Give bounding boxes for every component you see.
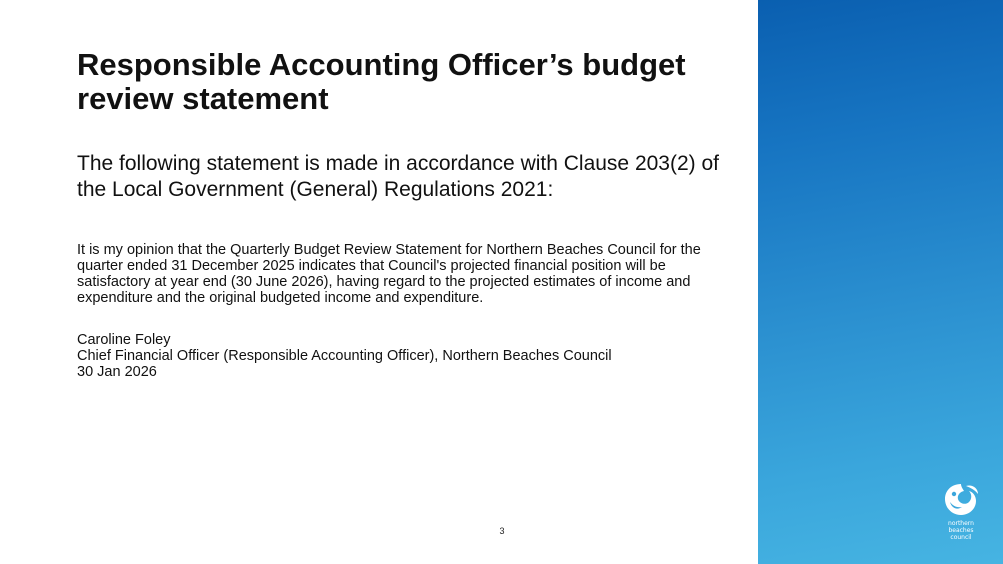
northern-beaches-council-logo-icon bbox=[942, 482, 980, 518]
signatory-role: Chief Financial Officer (Responsible Accounting Officer), Northern Beaches Council bbox=[77, 348, 612, 364]
slide-subtitle: The following statement is made in accordance with Clause 203(2) of the Local Government (General) Regulations 2021: bbox=[77, 152, 719, 201]
logo-text-council: council bbox=[950, 534, 972, 541]
slide-title: Responsible Accounting Officer’s budget review statement bbox=[77, 47, 686, 116]
opinion-statement: It is my opinion that the Quarterly Budget Review Statement for Northern Beaches Council for the quarter ended 31 December 2025 indicates that Council's projected financial position will be satisfactory at year end (30 June 2026), having regard to the projected estimates of income and expenditure and the original budgeted income and expenditure. bbox=[77, 242, 701, 306]
logo-text-beaches: beaches bbox=[948, 527, 974, 534]
council-logo bbox=[938, 482, 984, 546]
logo-text-northern: northern bbox=[948, 520, 974, 527]
logo-wordmark bbox=[938, 520, 984, 541]
signatory-name: Caroline Foley bbox=[77, 332, 171, 348]
brand-side-panel bbox=[758, 0, 1003, 564]
signature-date: 30 Jan 2026 bbox=[77, 364, 157, 380]
signature-block bbox=[77, 332, 717, 380]
page-number: 3 bbox=[499, 526, 505, 536]
